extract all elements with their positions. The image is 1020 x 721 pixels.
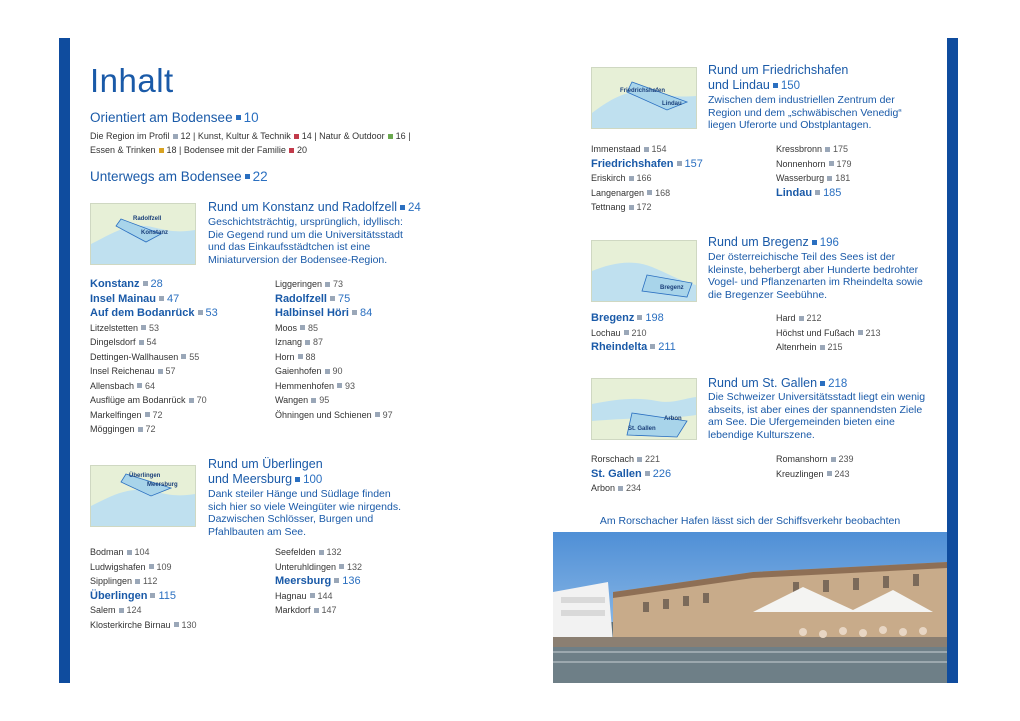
place-entry[interactable]: [776, 171, 852, 186]
place-page: 54: [146, 337, 157, 347]
place-entry[interactable]: [591, 481, 671, 496]
place-entry[interactable]: [90, 306, 218, 321]
place-page: 181: [835, 173, 851, 183]
place-entry[interactable]: [591, 467, 671, 482]
section-unterwegs[interactable]: [90, 169, 268, 184]
place-page: 234: [626, 483, 642, 493]
bregenz-col2: [776, 311, 881, 355]
chapter-title-text: Rund um Bregenz: [708, 235, 809, 249]
place-name: Seefelden: [275, 547, 316, 557]
place-page: 215: [827, 342, 843, 352]
section-unterwegs-page: 22: [252, 169, 268, 184]
map-bregenz: [591, 240, 697, 302]
chapter-title-text: Rund um Friedrichshafen: [708, 63, 849, 77]
place-name: Wasserburg: [776, 173, 825, 183]
place-entry[interactable]: [275, 545, 362, 560]
place-name: Tettnang: [591, 202, 626, 212]
map-label: Lindau: [662, 101, 682, 107]
place-entry[interactable]: [90, 589, 197, 604]
place-entry[interactable]: [90, 364, 218, 379]
section-orientiert[interactable]: [90, 110, 259, 125]
place-entry[interactable]: [90, 379, 218, 394]
map-label: Meersburg: [147, 482, 178, 488]
stgallen-col2: [776, 452, 854, 481]
place-entry[interactable]: [90, 277, 218, 292]
chapter-stgallen-desc: Die Schweizer Universitätsstadt liegt ein wenig abseits, ist aber eines der spannendsten Ziele am See. Die Ufergemeinden bieten eine lebendige Kulturszene.: [708, 391, 926, 441]
photo-caption: Am Rorschacher Hafen lässt sich der Schiffsverkehr beobachten: [599, 515, 901, 527]
place-page: 185: [823, 186, 842, 199]
place-page: 57: [165, 366, 176, 376]
place-name: Öhningen und Schienen: [275, 409, 372, 420]
place-entry[interactable]: [90, 408, 218, 423]
place-entry[interactable]: [591, 326, 676, 341]
bregenz-col1: [591, 311, 676, 355]
place-name: Unteruhldingen: [275, 561, 337, 572]
place-entry[interactable]: [591, 311, 676, 326]
place-name: Hard: [776, 313, 796, 323]
place-page: 212: [806, 313, 822, 323]
place-page: 95: [319, 395, 330, 405]
sub-item-page: 20: [296, 145, 307, 155]
place-name: Radolfzell: [275, 292, 327, 305]
place-page: 109: [156, 561, 172, 572]
place-page: 85: [308, 322, 319, 333]
place-entry[interactable]: [90, 335, 218, 350]
place-entry[interactable]: [275, 589, 362, 604]
chapter-bregenz-title[interactable]: [708, 235, 948, 251]
place-name: Arbon: [591, 483, 616, 493]
place-entry[interactable]: [275, 277, 393, 292]
place-page: 90: [332, 366, 343, 376]
place-name: Möggingen: [90, 424, 135, 434]
place-name: Rorschach: [591, 454, 635, 464]
sub-item-page: 16: [395, 131, 406, 141]
place-page: 72: [152, 409, 163, 420]
place-entry[interactable]: [591, 171, 703, 186]
place-page: 53: [149, 322, 160, 333]
map-ueberlingen: [90, 465, 196, 527]
place-page: 157: [684, 157, 703, 170]
place-entry[interactable]: [591, 186, 703, 201]
chapter-stgallen-title[interactable]: [708, 376, 948, 392]
stgallen-col1: [591, 452, 671, 496]
friedrichshafen-col2: [776, 142, 852, 200]
place-page: 124: [126, 605, 142, 615]
place-entry[interactable]: [776, 452, 854, 467]
chapter-page: 100: [303, 474, 323, 486]
place-page: 88: [305, 351, 316, 362]
place-name: Meersburg: [275, 575, 332, 587]
place-entry[interactable]: [275, 335, 393, 350]
place-entry[interactable]: [90, 574, 197, 589]
sub-item-label: Bodensee mit der Familie: [183, 145, 286, 155]
chapter-friedrichshafen-title[interactable]: [708, 63, 948, 94]
friedrichshafen-col1: [591, 142, 703, 215]
place-entry[interactable]: [776, 157, 852, 172]
lake-map-icon: [592, 68, 696, 128]
place-name: Altenrhein: [776, 342, 817, 352]
place-entry[interactable]: [776, 142, 852, 157]
page-title: Inhalt: [90, 62, 174, 99]
place-name: Moos: [275, 322, 298, 333]
place-name: Klosterkirche Birnau: [90, 619, 171, 630]
map-label: Bregenz: [660, 285, 684, 291]
konstanz-col1: [90, 277, 218, 437]
sub-item-page: 12: [180, 131, 191, 141]
place-page: 175: [833, 144, 849, 154]
chapter-title-text: Rund um Konstanz und Radolfzell: [208, 200, 398, 214]
place-name: Hemmenhofen: [275, 380, 335, 391]
place-page: 132: [326, 547, 342, 557]
place-page: 210: [631, 327, 647, 338]
chapter-page: 24: [408, 202, 421, 214]
place-name: Friedrichshafen: [591, 157, 674, 170]
map-label: Konstanz: [141, 230, 168, 236]
sub-item-page: 18: [166, 145, 177, 155]
harbor-photo-image: [553, 532, 947, 683]
sub-item-label: Kunst, Kultur & Technik: [197, 131, 291, 141]
place-name: Salem: [90, 605, 116, 615]
map-label: Friedrichshafen: [620, 88, 666, 94]
place-name: Auf dem Bodanrück: [90, 307, 195, 319]
place-page: 243: [834, 468, 850, 479]
place-entry[interactable]: [275, 603, 362, 618]
place-entry[interactable]: [90, 350, 218, 365]
place-page: 70: [196, 395, 207, 405]
map-stgallen: [591, 378, 697, 440]
place-entry[interactable]: [275, 379, 393, 394]
place-name: Markelfingen: [90, 409, 142, 420]
place-name: Nonnenhorn: [776, 158, 826, 169]
place-name: Litzelstetten: [90, 322, 139, 333]
place-name: Immenstaad: [591, 144, 641, 154]
sub-item-page: 14: [301, 131, 312, 141]
place-name: Konstanz: [90, 278, 140, 290]
chapter-konstanz-title[interactable]: [208, 200, 448, 216]
place-entry[interactable]: [275, 408, 393, 423]
place-entry[interactable]: [275, 292, 393, 307]
right-stripe: [947, 38, 958, 683]
place-entry[interactable]: [591, 200, 703, 215]
chapter-page: 150: [780, 80, 801, 92]
place-page: 84: [359, 307, 373, 319]
ueberlingen-col2: [275, 545, 362, 618]
sub-item-label: Natur & Outdoor: [319, 131, 385, 141]
place-name: Lindau: [776, 186, 813, 199]
orientiert-sublist: Die Region im Profil 12 | Kunst, Kultur & Technik 14 | Natur & Outdoor 16 | Essen & Trinken 18 | Bodensee mit der Familie 20: [90, 131, 411, 155]
sub-item-label: Essen & Trinken: [90, 145, 156, 155]
place-name: Dingelsdorf: [90, 337, 136, 347]
place-page: 64: [145, 380, 156, 391]
place-page: 104: [134, 547, 150, 557]
sub-item-label: Die Region im Profil: [90, 131, 170, 141]
place-name: Höchst und Fußach: [776, 327, 855, 338]
place-name: Kressbronn: [776, 144, 823, 154]
chapter-friedrichshafen-desc: Zwischen dem industriellen Zentrum der Region und dem „schwäbischen Venedig“ liegen Uferorte und Obstplantagen.: [708, 94, 902, 131]
place-name: Ausflüge am Bodanrück: [90, 395, 186, 405]
place-entry[interactable]: [90, 321, 218, 336]
place-page: 97: [382, 409, 393, 420]
place-entry[interactable]: [591, 142, 703, 157]
place-name: Eriskirch: [591, 173, 626, 183]
place-name: Bodman: [90, 547, 124, 557]
place-page: 226: [652, 467, 672, 480]
place-page: 75: [337, 292, 351, 305]
place-entry[interactable]: [776, 326, 881, 341]
chapter-ueberlingen-desc: Dank steiler Hänge und Südlage finden sich hier so viele Weingüter wie nirgends. Dazwischen Schlösser, Burgen und Pfahlbauten am See.: [208, 488, 401, 538]
place-name: Iznang: [275, 337, 303, 347]
place-name: Überlingen: [90, 589, 148, 602]
place-page: 112: [143, 576, 158, 586]
place-entry[interactable]: [591, 340, 676, 355]
map-friedrichshafen: [591, 67, 697, 129]
place-entry[interactable]: [275, 306, 393, 321]
place-entry[interactable]: [90, 545, 197, 560]
place-entry[interactable]: [776, 311, 881, 326]
place-page: 47: [167, 292, 180, 305]
place-name: Insel Reichenau: [90, 366, 155, 376]
place-entry[interactable]: [275, 560, 362, 575]
konstanz-col2: [275, 277, 393, 422]
place-page: 73: [333, 279, 344, 289]
place-entry[interactable]: [275, 574, 362, 589]
place-name: Horn: [275, 351, 295, 362]
place-page: 147: [321, 605, 337, 615]
place-page: 172: [636, 202, 652, 212]
place-page: 28: [150, 278, 163, 290]
place-name: Wangen: [275, 395, 309, 405]
place-page: 213: [865, 327, 881, 338]
place-name: Sipplingen: [90, 576, 133, 586]
section-orientiert-label: Orientiert am Bodensee: [90, 110, 233, 125]
place-page: 132: [347, 561, 363, 572]
place-entry[interactable]: [275, 350, 393, 365]
map-konstanz: [90, 203, 196, 265]
section-unterwegs-label: Unterwegs am Bodensee: [90, 169, 242, 184]
place-entry[interactable]: [275, 364, 393, 379]
place-entry[interactable]: [90, 560, 197, 575]
place-page: 130: [181, 619, 197, 630]
place-entry[interactable]: [90, 292, 218, 307]
left-stripe: [59, 38, 70, 683]
place-entry[interactable]: [90, 393, 218, 408]
place-page: 115: [158, 589, 176, 602]
chapter-title-text: Rund um Überlingen: [208, 457, 323, 471]
place-page: 198: [645, 312, 664, 324]
chapter-konstanz-desc: Geschichtsträchtig, ursprünglich, idyllisch: Die Gegend rund um die Universitätsstadt und das Einkaufsstädtchen ist eine Miniaturversion der Bodensee-Region.: [208, 216, 403, 266]
section-orientiert-page: 10: [243, 110, 259, 125]
place-page: 154: [651, 144, 667, 154]
harbor-photo: [553, 532, 947, 683]
place-entry[interactable]: [90, 603, 197, 618]
map-label: Überlingen: [129, 473, 161, 479]
place-name: Gaienhofen: [275, 366, 322, 376]
place-name: Hagnau: [275, 590, 307, 601]
chapter-title-text: Rund um St. Gallen: [708, 376, 818, 390]
map-label: Radolfzell: [133, 216, 162, 222]
chapter-title-text: und Meersburg: [208, 472, 293, 486]
place-entry[interactable]: [275, 321, 393, 336]
place-entry[interactable]: [776, 186, 852, 201]
place-entry[interactable]: [591, 157, 703, 172]
place-page: 239: [838, 454, 854, 464]
chapter-bregenz-desc: Der österreichische Teil des Sees ist der kleinste, beherbergt aber Hunderte bedrohter Vogel- und Pflanzenarten im Rheindelta sowie die Bregenzer Seebühne.: [708, 251, 923, 301]
place-name: Liggeringen: [275, 279, 323, 289]
chapter-ueberlingen-title[interactable]: [208, 457, 448, 488]
place-name: Kreuzlingen: [776, 468, 824, 479]
place-name: St. Gallen: [591, 467, 642, 480]
place-page: 53: [205, 307, 218, 319]
place-name: Markdorf: [275, 605, 311, 615]
place-name: Dettingen-Wallhausen: [90, 351, 179, 362]
place-name: Rheindelta: [591, 341, 648, 353]
ueberlingen-col1: [90, 545, 197, 632]
place-name: Allensbach: [90, 380, 135, 391]
place-entry[interactable]: [275, 393, 393, 408]
place-page: 87: [313, 337, 324, 347]
place-page: 166: [636, 173, 652, 183]
place-name: Lochau: [591, 327, 621, 338]
place-name: Ludwigshafen: [90, 561, 146, 572]
place-page: 221: [645, 454, 661, 464]
place-name: Halbinsel Höri: [275, 307, 349, 319]
place-page: 144: [317, 590, 333, 601]
place-page: 72: [145, 424, 156, 434]
place-entry[interactable]: [776, 467, 854, 482]
place-entry[interactable]: [776, 340, 881, 355]
place-page: 211: [658, 341, 676, 353]
place-name: Romanshorn: [776, 454, 828, 464]
place-entry[interactable]: [591, 452, 671, 467]
chapter-page: 196: [819, 237, 839, 249]
place-name: Langenargen: [591, 187, 645, 198]
place-name: Bregenz: [591, 312, 635, 324]
lake-map-icon: [592, 241, 696, 301]
place-page: 93: [345, 380, 356, 391]
map-label: Arbon: [664, 416, 682, 422]
place-page: 55: [189, 351, 200, 362]
place-page: 179: [836, 158, 852, 169]
map-label: St. Gallen: [628, 426, 656, 432]
chapter-page: 218: [828, 378, 848, 390]
place-page: 136: [342, 575, 361, 587]
chapter-title-text: und Lindau: [708, 78, 770, 92]
place-page: 168: [655, 187, 671, 198]
place-entry[interactable]: [90, 422, 218, 437]
place-entry[interactable]: [90, 618, 197, 633]
place-name: Insel Mainau: [90, 292, 157, 305]
